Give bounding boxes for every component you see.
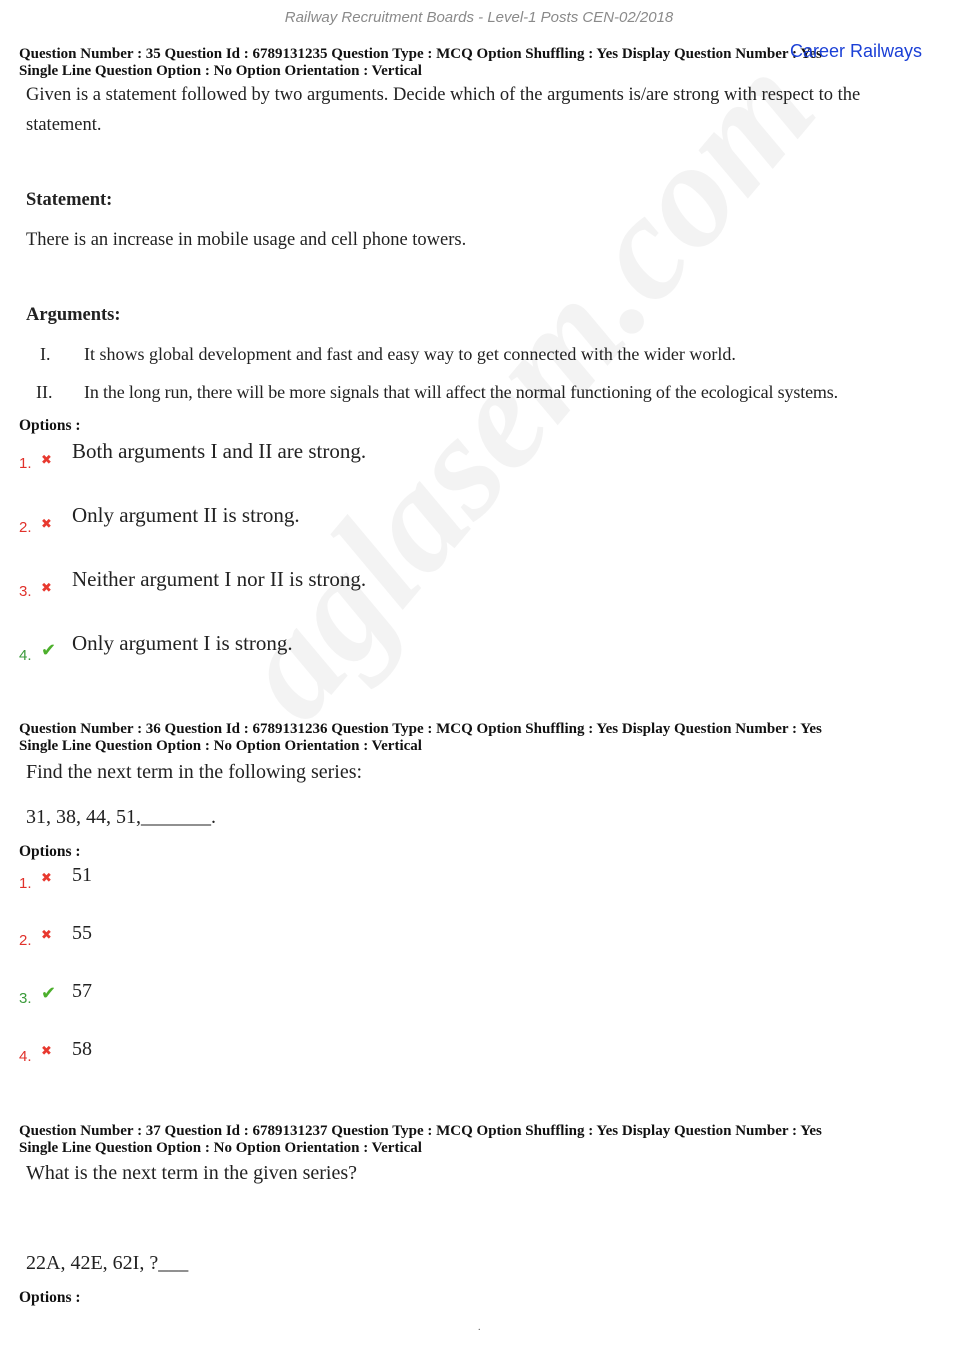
q35-options-label: Options : [19, 417, 81, 434]
option-text: 55 [72, 922, 92, 944]
cross-icon: ✖ [41, 1044, 52, 1059]
option-number: 4. [19, 1048, 32, 1065]
q35-argument-2-numeral: II. [36, 382, 53, 402]
cross-icon: ✖ [41, 517, 52, 532]
q37-series: 22A, 42E, 62I, ?___ [26, 1252, 189, 1274]
option-number: 1. [19, 455, 32, 472]
q36-meta-line1: Question Number : 36 Question Id : 6789131236 Question Type : MCQ Option Shuffling : Yes Display Question Number : Yes [19, 721, 822, 737]
q37-intro: What is the next term in the given series? [26, 1162, 358, 1184]
option-number: 3. [19, 990, 32, 1007]
cross-icon: ✖ [41, 581, 52, 596]
cross-icon: ✖ [41, 453, 52, 468]
q36-meta-line2: Single Line Question Option : No Option Orientation : Vertical [19, 738, 422, 754]
q37-meta-line1: Question Number : 37 Question Id : 6789131237 Question Type : MCQ Option Shuffling : Yes Display Question Number : Yes [19, 1123, 822, 1139]
option-text: 58 [72, 1038, 92, 1060]
option-number: 1. [19, 875, 32, 892]
q35-intro: Given is a statement followed by two arguments. Decide which of the arguments is/are strong with respect to the statement. [26, 85, 861, 135]
q37-meta-line2: Single Line Question Option : No Option Orientation : Vertical [19, 1140, 422, 1156]
check-icon: ✔ [41, 640, 57, 661]
option-number: 2. [19, 519, 32, 536]
page-header-title: Railway Recruitment Boards - Level-1 Posts CEN-02/2018 [284, 9, 674, 26]
check-icon: ✔ [41, 983, 57, 1004]
option-text: Both arguments I and II are strong. [72, 439, 367, 463]
q35-meta-line2: Single Line Question Option : No Option Orientation : Vertical [19, 63, 422, 79]
option-text: 51 [72, 864, 92, 886]
option-number: 2. [19, 932, 32, 949]
cross-icon: ✖ [41, 928, 52, 943]
option-text: Only argument I is strong. [72, 631, 293, 655]
q35-argument-2-text: In the long run, there will be more signals that will affect the normal functioning of the ecological systems. [84, 382, 838, 402]
option-number: 3. [19, 583, 32, 600]
q35-argument-1-numeral: I. [40, 344, 51, 364]
q35-meta-line1: Question Number : 35 Question Id : 6789131235 Question Type : MCQ Option Shuffling : Yes Display Question Number : Yes [19, 46, 822, 62]
q35-statement: There is an increase in mobile usage and cell phone towers. [26, 230, 467, 250]
q35-argument-1-text: It shows global development and fast and easy way to get connected with the wider world. [84, 344, 736, 364]
q36-intro: Find the next term in the following series: [26, 761, 363, 783]
q36-options-label: Options : [19, 843, 81, 860]
q37-options-label: Options : [19, 1289, 81, 1306]
option-text: Neither argument I nor II is strong. [72, 567, 367, 591]
career-railways-link[interactable]: Career Railways [790, 41, 923, 61]
q35-arguments-heading: Arguments: [26, 305, 121, 325]
q36-series: 31, 38, 44, 51,_______. [26, 806, 216, 828]
option-text: 57 [72, 980, 92, 1002]
cross-icon: ✖ [41, 871, 52, 886]
footer-dot: . [478, 1322, 481, 1333]
q35-statement-heading: Statement: [26, 190, 113, 210]
option-number: 4. [19, 647, 32, 664]
option-text: Only argument II is strong. [72, 503, 300, 527]
